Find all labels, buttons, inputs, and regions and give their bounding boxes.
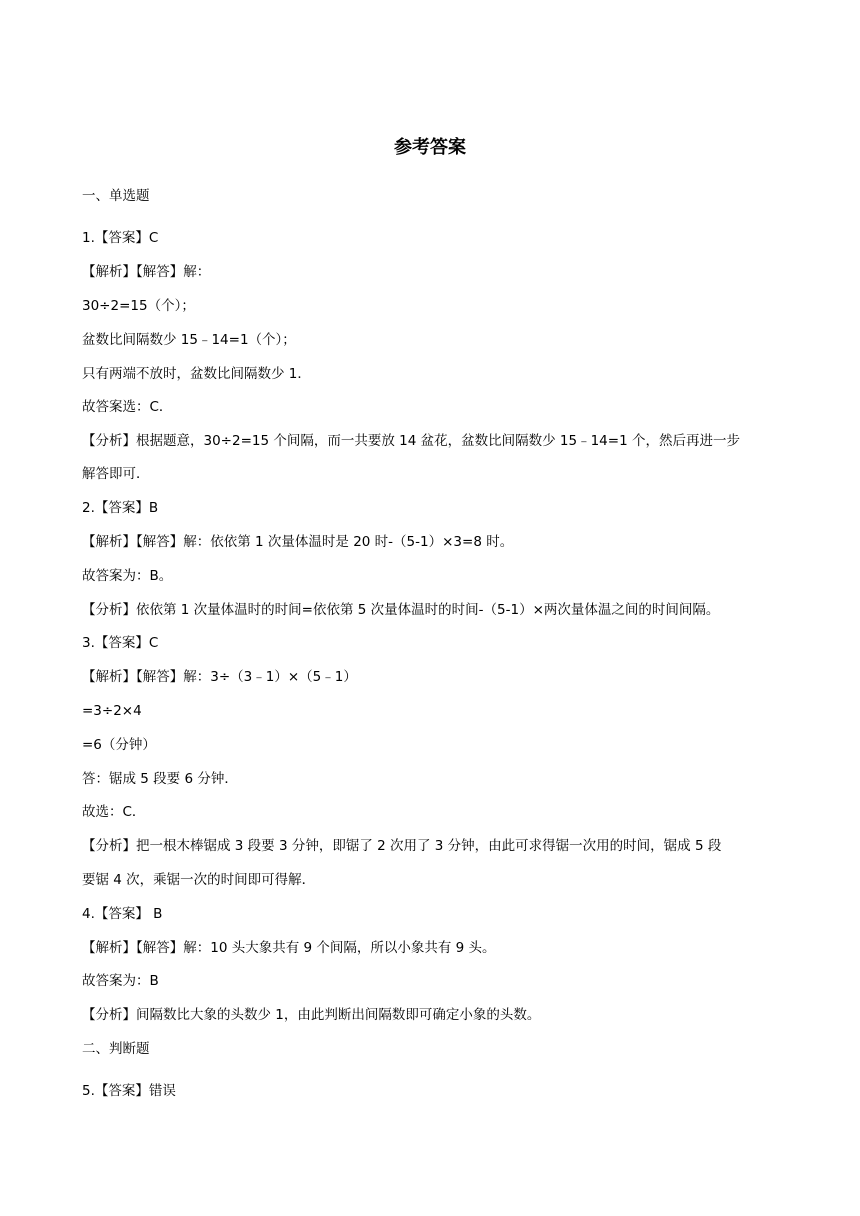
analysis-q1-conclusion: 故答案选：C． — [82, 399, 173, 415]
explanation-q1-line2: 解答即可． — [82, 466, 150, 482]
analysis-q1-heading: 【解析】【解答】解： — [82, 264, 211, 280]
analysis-q3-answer: 答：锯成 5 段要 6 分钟． — [82, 771, 238, 787]
analysis-q1-step3: 只有两端不放时，盆数比间隔数少 1． — [82, 366, 311, 382]
explanation-q3-line2: 要锯 4 次，乘锯一次的时间即可得解． — [82, 872, 316, 888]
section-heading-single-choice: 一、单选题 — [82, 188, 150, 204]
answer-q4: 4.【答案】 B — [82, 906, 163, 922]
analysis-q2-conclusion: 故答案为：B。 — [82, 568, 173, 584]
analysis-q3-step2: =3÷2×4 — [82, 703, 142, 719]
answer-q5: 5.【答案】错误 — [82, 1083, 176, 1099]
answer-q2: 2.【答案】B — [82, 500, 159, 516]
analysis-q3-step1: 【解析】【解答】解：3÷（3﹣1）×（5﹣1） — [82, 669, 357, 685]
explanation-q2: 【分析】依依第 1 次量体温时的时间=依依第 5 次量体温时的时间-（5-1）×两次量体温之间的时间间隔。 — [82, 602, 720, 618]
section-heading-true-false: 二、判断题 — [82, 1041, 150, 1057]
explanation-q3-line1: 【分析】把一根木棒锯成 3 段要 3 分钟，即锯了 2 次用了 3 分钟，由此可求得锯一次用的时间，锯成 5 段 — [82, 838, 722, 854]
analysis-q2: 【解析】【解答】解：依依第 1 次量体温时是 20 时-（5-1）×3=8 时。 — [82, 534, 514, 550]
analysis-q1-step2: 盆数比间隔数少 15﹣14=1（个）； — [82, 332, 296, 348]
analysis-q3-step3: =6（分钟） — [82, 737, 156, 753]
explanation-q4: 【分析】间隔数比大象的头数少 1，由此判断出间隔数即可确定小象的头数。 — [82, 1007, 541, 1023]
analysis-q4-conclusion: 故答案为：B — [82, 973, 159, 989]
answer-q1: 1.【答案】C — [82, 230, 159, 246]
analysis-q4: 【解析】【解答】解：10 头大象共有 9 个间隔，所以小象共有 9 头。 — [82, 940, 496, 956]
answer-q3: 3.【答案】C — [82, 635, 159, 651]
explanation-q1-line1: 【分析】根据题意，30÷2=15 个间隔，而一共要放 14 盆花，盆数比间隔数少 15﹣14=1 个，然后再进一步 — [82, 433, 740, 449]
analysis-q3-conclusion: 故选：C． — [82, 804, 146, 820]
page-title: 参考答案 — [394, 137, 466, 158]
analysis-q1-step1: 30÷2=15（个）； — [82, 298, 195, 314]
